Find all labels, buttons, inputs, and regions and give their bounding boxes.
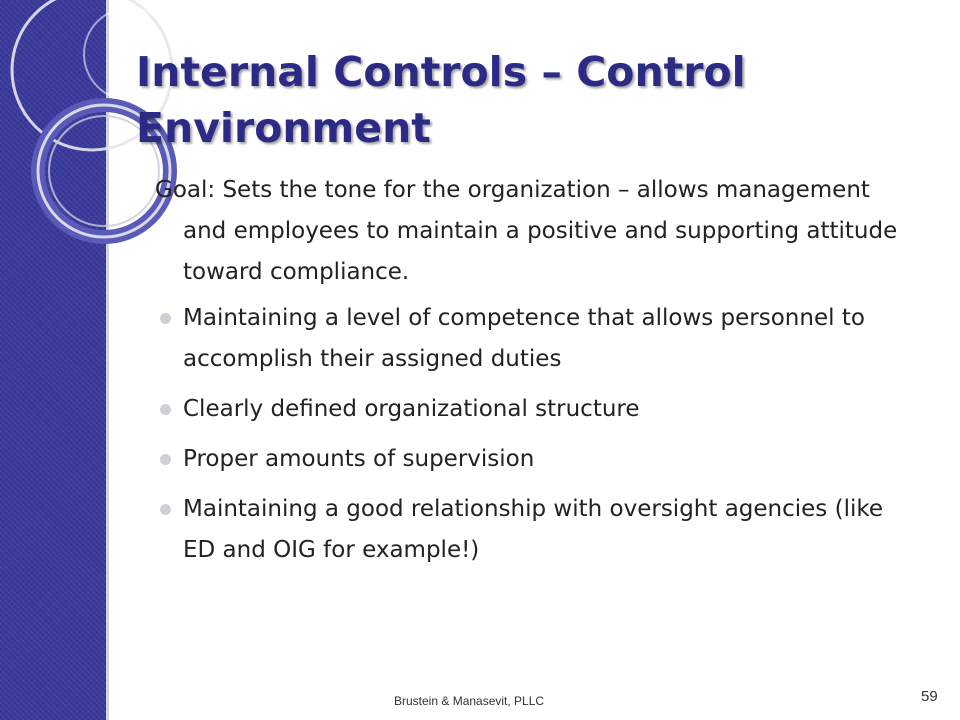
goal-paragraph: Goal: Sets the tone for the organization – allows management and employees to maintain a positive and supporting attitude toward compliance. [155,177,898,285]
bullet-item: Proper amounts of supervision [155,439,915,480]
bullet-item: Maintaining a good relationship with oversight agencies (like ED and OIG for example!) [155,489,915,571]
slide-body [155,170,915,580]
slide-title: Internal Controls – Control Environment [136,48,746,152]
page-number: 59 [921,688,938,705]
bullet-list [155,298,915,571]
bullet-item: Clearly defined organizational structure [155,389,915,430]
bullet-item: Maintaining a level of competence that allows personnel to accomplish their assigned duties [155,298,915,380]
footer-text: Brustein & Manasevit, PLLC [394,694,545,708]
